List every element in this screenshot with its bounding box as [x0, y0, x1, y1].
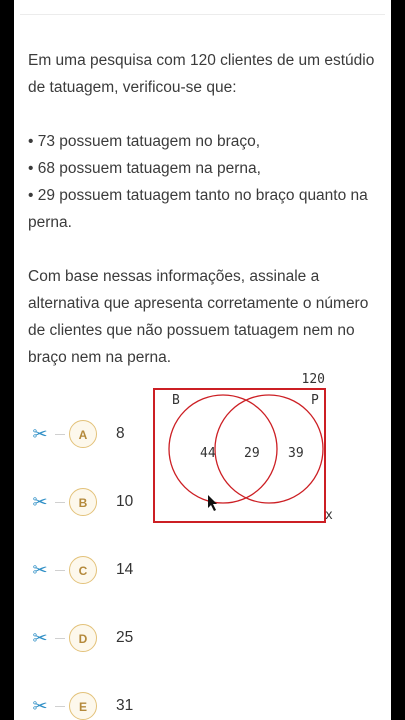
option-letter[interactable]: D [69, 624, 97, 652]
option-e[interactable] [14, 684, 154, 720]
fact-leg: • 68 possuem tatuagem na perna, [28, 160, 261, 177]
option-connector [55, 502, 65, 503]
venn-total-label: 120 [301, 372, 325, 387]
scissors-icon[interactable]: ✂ [32, 560, 48, 580]
venn-only-b-value: 44 [200, 446, 216, 461]
option-connector [55, 638, 65, 639]
option-letter[interactable]: E [69, 692, 97, 720]
venn-set-b-label: B [172, 393, 180, 408]
option-letter[interactable]: B [69, 488, 97, 516]
scissors-icon[interactable]: ✂ [32, 492, 48, 512]
question-prompt: Com base nessas informações, assinale a alternativa que apresenta corretamente o número de clientes que não possuem tatuagem nem no braço nem na perna. [28, 268, 369, 366]
venn-outside-value: x [325, 508, 333, 523]
fact-arm: • 73 possuem tatuagem no braço, [28, 133, 261, 150]
option-value[interactable]: 31 [116, 697, 134, 714]
venn-intersection-value: 29 [244, 446, 260, 461]
option-letter[interactable]: C [69, 556, 97, 584]
option-value[interactable]: 25 [116, 629, 134, 646]
question-text [28, 47, 378, 371]
option-letter[interactable]: A [69, 420, 97, 448]
top-divider [20, 14, 385, 15]
option-connector [55, 706, 65, 707]
scissors-icon[interactable]: ✂ [32, 696, 48, 716]
option-d[interactable] [14, 616, 154, 660]
option-b[interactable] [14, 480, 154, 524]
venn-diagram [153, 368, 333, 526]
venn-set-p-label: P [311, 393, 319, 408]
option-connector [55, 570, 65, 571]
screen [14, 0, 391, 720]
cursor-icon [208, 495, 217, 511]
venn-only-p-value: 39 [288, 446, 304, 461]
option-value[interactable]: 10 [116, 493, 134, 510]
fact-both: • 29 possuem tatuagem tanto no braço quanto na perna. [28, 187, 368, 231]
option-c[interactable] [14, 548, 154, 592]
option-value[interactable]: 8 [116, 425, 125, 442]
venn-circle-p [215, 395, 323, 503]
option-value[interactable]: 14 [116, 561, 134, 578]
question-intro: Em uma pesquisa com 120 clientes de um estúdio de tatuagem, verificou-se que: [28, 52, 375, 96]
scissors-icon[interactable]: ✂ [32, 628, 48, 648]
option-a[interactable] [14, 412, 154, 456]
scissors-icon[interactable]: ✂ [32, 424, 48, 444]
option-connector [55, 434, 65, 435]
venn-circle-b [169, 395, 277, 503]
